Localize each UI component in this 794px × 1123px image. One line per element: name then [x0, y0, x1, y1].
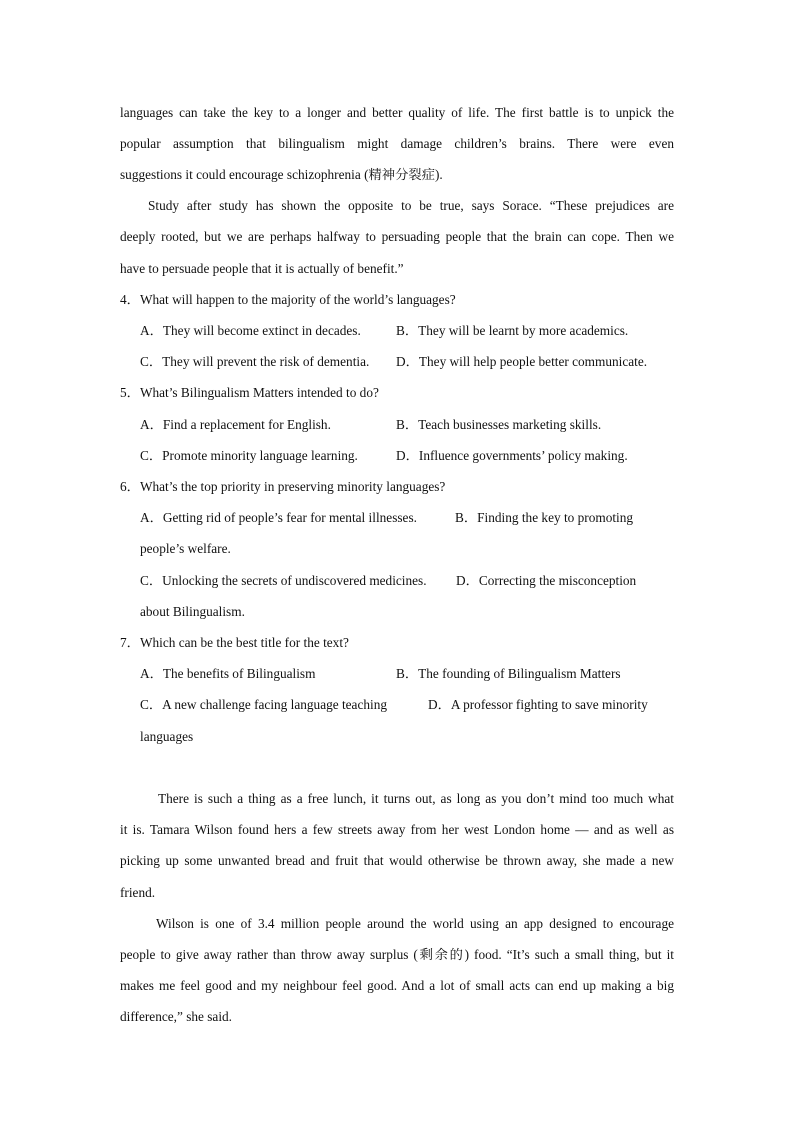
passage-c-line: Study after study has shown the opposite to be true, says Sorace. “These prejudices are	[148, 198, 674, 213]
question-6-option-b-continued: people’s welfare.	[140, 541, 231, 556]
passage-d-line: difference,” she said.	[120, 1009, 232, 1024]
passage-d-line: picking up some unwanted bread and fruit that would otherwise be thrown away, she made a new	[120, 853, 674, 868]
passage-d-line: it is. Tamara Wilson found hers a few streets away from her west London home — and as well as	[120, 822, 674, 837]
passage-c-line: popular assumption that bilingualism might damage children’s brains. There were even	[120, 136, 674, 151]
passage-c-line: suggestions it could encourage schizophrenia (精神分裂症).	[120, 167, 443, 182]
passage-d-line: There is such a thing as a free lunch, it turns out, as long as you don’t mind too much what	[158, 791, 674, 806]
question-7-option-b: B．The founding of Bilingualism Matters	[396, 666, 621, 681]
question-4-stem: 4．What will happen to the majority of the world’s languages?	[120, 292, 456, 307]
question-7-stem: 7．Which can be the best title for the text?	[120, 635, 349, 650]
question-4-option-a: A．They will become extinct in decades.	[140, 323, 361, 338]
question-7-option-c: C．A new challenge facing language teaching	[140, 697, 388, 712]
question-6-option-a: A．Getting rid of people’s fear for mental illnesses.	[140, 510, 417, 525]
question-5-option-b: B．Teach businesses marketing skills.	[396, 417, 602, 432]
passage-d-line: Wilson is one of 3.4 million people around the world using an app designed to encourage	[156, 916, 674, 931]
passage-c-line: languages can take the key to a longer and better quality of life. The first battle is to unpick the	[120, 105, 674, 120]
passage-d-line: makes me feel good and my neighbour feel good. And a lot of small acts can end up making a big	[120, 978, 674, 993]
question-4-option-c: C．They will prevent the risk of dementia.	[140, 354, 370, 369]
passage-c-line: have to persuade people that it is actually of benefit.”	[120, 261, 404, 276]
question-4-option-d: D．They will help people better communicate.	[396, 354, 648, 369]
question-5-option-a: A．Find a replacement for English.	[140, 417, 331, 432]
question-6-option-d-continued: about Bilingualism.	[140, 604, 245, 619]
question-7-option-d-continued: languages	[140, 729, 194, 744]
passage-d-line: people to give away rather than throw away surplus (剩余的) food. “It’s such a small thing, but it	[120, 947, 674, 962]
question-7-option-d: D．A professor fighting to save minority	[428, 697, 648, 712]
question-5-stem: 5．What’s Bilingualism Matters intended to do?	[120, 385, 379, 400]
passage-d-line: friend.	[120, 885, 156, 900]
question-6-option-c: C．Unlocking the secrets of undiscovered medicines.	[140, 573, 427, 588]
question-5-option-c: C．Promote minority language learning.	[140, 448, 358, 463]
passage-c-line: deeply rooted, but we are perhaps halfway to persuading people that the brain can cope. Then we	[120, 229, 674, 244]
question-5-option-d: D．Influence governments’ policy making.	[396, 448, 628, 463]
question-6-option-d: D．Correcting the misconception	[456, 573, 637, 588]
question-6-option-b: B．Finding the key to promoting	[455, 510, 634, 525]
question-6-stem: 6．What’s the top priority in preserving minority languages?	[120, 479, 446, 494]
question-4-option-b: B．They will be learnt by more academics.	[396, 323, 629, 338]
question-7-option-a: A．The benefits of Bilingualism	[140, 666, 316, 681]
